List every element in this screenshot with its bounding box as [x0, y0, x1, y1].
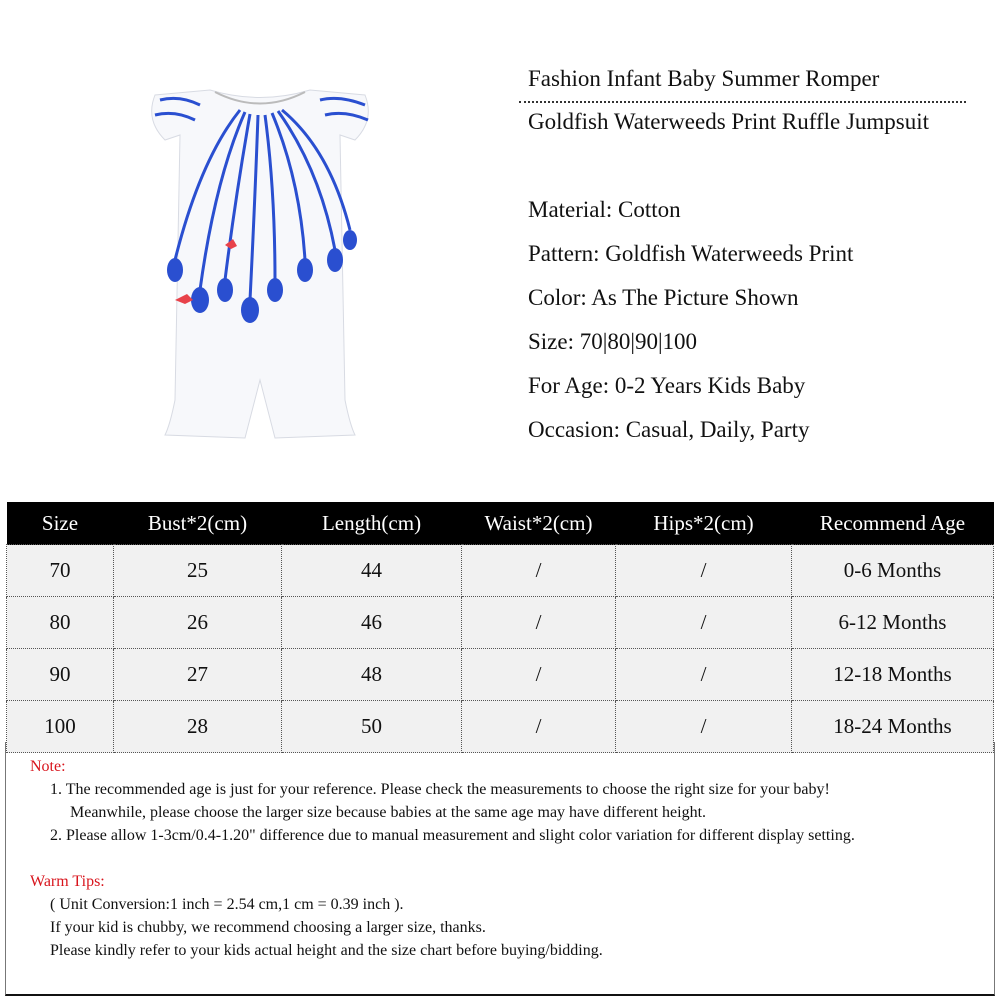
cell: 28: [114, 701, 282, 753]
cell: 48: [282, 649, 462, 701]
cell: /: [616, 597, 792, 649]
spec-size: Size: 70|80|90|100: [528, 329, 698, 354]
title-divider: [519, 101, 966, 103]
table-row: [7, 597, 994, 649]
cell: 27: [114, 649, 282, 701]
note-1-continued: Meanwhile, please choose the larger size because babies at the same age may have different height.: [70, 804, 707, 821]
cell: 25: [114, 545, 282, 597]
note-label: Note:: [30, 758, 66, 775]
cell: 70: [7, 545, 114, 597]
spec-material: Material: Cotton: [528, 197, 681, 222]
header-length: Length(cm): [282, 502, 462, 545]
spec-color: Color: As The Picture Shown: [528, 285, 799, 310]
cell: 46: [282, 597, 462, 649]
header-age: Recommend Age: [792, 502, 994, 545]
cell: /: [462, 545, 616, 597]
cell: 44: [282, 545, 462, 597]
cell: /: [616, 649, 792, 701]
cell: 0-6 Months: [792, 545, 994, 597]
tip-1: ( Unit Conversion:1 inch = 2.54 cm,1 cm = 0.39 inch ).: [50, 896, 404, 913]
spec-age: For Age: 0-2 Years Kids Baby: [528, 373, 806, 398]
cell: 26: [114, 597, 282, 649]
note-2: 2. Please allow 1-3cm/0.4-1.20" difference due to manual measurement and slight color variation for different display setting.: [50, 827, 855, 844]
notes-box: [5, 742, 995, 996]
product-title-line-2: Goldfish Waterweeds Print Ruffle Jumpsuit: [528, 109, 930, 134]
tips-label: Warm Tips:: [30, 873, 105, 890]
tip-2: If your kid is chubby, we recommend choosing a larger size, thanks.: [50, 919, 486, 936]
spec-pattern: Pattern: Goldfish Waterweeds Print: [528, 241, 854, 266]
cell: 50: [282, 701, 462, 753]
table-row: [7, 649, 994, 701]
cell: 6-12 Months: [792, 597, 994, 649]
product-title-line-1: Fashion Infant Baby Summer Romper: [528, 66, 880, 91]
header-hips: Hips*2(cm): [616, 502, 792, 545]
header-size: Size: [7, 502, 114, 545]
cell: 80: [7, 597, 114, 649]
romper-product-image: [140, 80, 380, 450]
table-row: [7, 545, 994, 597]
cell: 18-24 Months: [792, 701, 994, 753]
cell: 90: [7, 649, 114, 701]
cell: /: [462, 649, 616, 701]
cell: /: [616, 545, 792, 597]
header-bust: Bust*2(cm): [114, 502, 282, 545]
cell: 12-18 Months: [792, 649, 994, 701]
note-1: 1. The recommended age is just for your reference. Please check the measurements to choose the right size for your baby!: [50, 781, 830, 798]
cell: /: [462, 701, 616, 753]
cell: 100: [7, 701, 114, 753]
tip-3: Please kindly refer to your kids actual height and the size chart before buying/bidding.: [50, 942, 603, 959]
cell: /: [616, 701, 792, 753]
size-table: [6, 502, 994, 753]
header-waist: Waist*2(cm): [462, 502, 616, 545]
cell: /: [462, 597, 616, 649]
spec-occasion: Occasion: Casual, Daily, Party: [528, 417, 810, 442]
table-header-row: [7, 502, 994, 545]
